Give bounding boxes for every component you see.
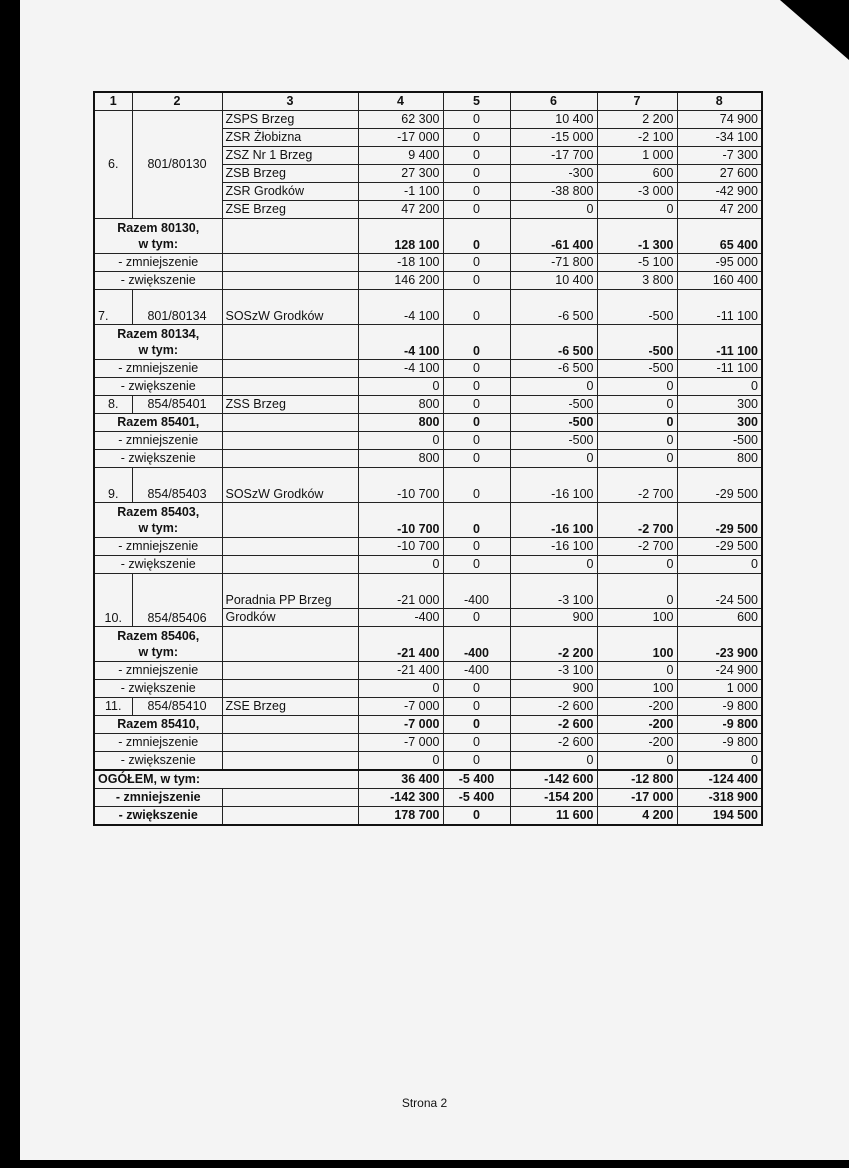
- decrease-row: [94, 538, 762, 556]
- code-cell: 854/85403: [132, 468, 222, 503]
- value-cell: 0: [358, 432, 443, 450]
- value-cell: 0: [677, 378, 762, 396]
- subtotal-row: [94, 503, 762, 538]
- value-cell: -200: [597, 716, 677, 734]
- value-cell: 0: [597, 396, 677, 414]
- value-cell: 0: [443, 396, 510, 414]
- value-cell: -4 100: [358, 325, 443, 360]
- value-cell: -10 700: [358, 503, 443, 538]
- value-cell: 0: [443, 432, 510, 450]
- value-cell: 0: [443, 219, 510, 254]
- value-cell: -17 000: [358, 129, 443, 147]
- value-cell: 0: [443, 254, 510, 272]
- empty-cell: [222, 662, 358, 680]
- lp-cell: 10.: [94, 574, 132, 627]
- subtotal-label: [94, 503, 222, 538]
- value-cell: 800: [358, 396, 443, 414]
- increase-label: - zwiększenie: [94, 680, 222, 698]
- value-cell: 0: [443, 325, 510, 360]
- value-cell: -24 900: [677, 662, 762, 680]
- value-cell: -21 000: [358, 574, 443, 609]
- value-cell: 0: [443, 111, 510, 129]
- value-cell: 0: [597, 378, 677, 396]
- value-cell: -16 100: [510, 468, 597, 503]
- value-cell: 27 600: [677, 165, 762, 183]
- decrease-row: [94, 360, 762, 378]
- value-cell: 9 400: [358, 147, 443, 165]
- subtotal-label-line1: Razem 85406,: [117, 629, 200, 643]
- value-cell: -7 000: [358, 734, 443, 752]
- value-cell: -17 700: [510, 147, 597, 165]
- unit-name: ZSS Brzeg: [222, 396, 358, 414]
- value-cell: 0: [510, 752, 597, 771]
- value-cell: -5 400: [443, 770, 510, 789]
- value-cell: -71 800: [510, 254, 597, 272]
- decrease-label: - zmniejszenie: [94, 734, 222, 752]
- value-cell: -38 800: [510, 183, 597, 201]
- empty-cell: [222, 432, 358, 450]
- value-cell: 0: [443, 609, 510, 627]
- decrease-label: - zmniejszenie: [94, 360, 222, 378]
- value-cell: -2 600: [510, 734, 597, 752]
- value-cell: -61 400: [510, 219, 597, 254]
- value-cell: 36 400: [358, 770, 443, 789]
- header-cell: 6: [510, 92, 597, 111]
- value-cell: 0: [443, 556, 510, 574]
- increase-label: - zwiększenie: [94, 752, 222, 771]
- value-cell: -2 100: [597, 129, 677, 147]
- value-cell: -200: [597, 734, 677, 752]
- value-cell: 900: [510, 609, 597, 627]
- value-cell: 27 300: [358, 165, 443, 183]
- empty-cell: [222, 538, 358, 556]
- unit-name: Grodków: [222, 609, 358, 627]
- value-cell: -2 700: [597, 538, 677, 556]
- empty-cell: [222, 272, 358, 290]
- value-cell: -16 100: [510, 503, 597, 538]
- header-cell: 5: [443, 92, 510, 111]
- value-cell: 0: [443, 468, 510, 503]
- value-cell: 4 200: [597, 807, 677, 826]
- subtotal-label: Razem 85410,: [94, 716, 222, 734]
- lp-cell: 7.: [94, 290, 132, 325]
- value-cell: 74 900: [677, 111, 762, 129]
- value-cell: 0: [597, 201, 677, 219]
- value-cell: 900: [510, 680, 597, 698]
- value-cell: 0: [443, 147, 510, 165]
- subtotal-row: [94, 219, 762, 254]
- subtotal-label-line2: w tym:: [138, 645, 179, 659]
- value-cell: 128 100: [358, 219, 443, 254]
- decrease-label: - zmniejszenie: [94, 254, 222, 272]
- value-cell: -29 500: [677, 468, 762, 503]
- increase-label: - zwiększenie: [94, 272, 222, 290]
- subtotal-label: [94, 627, 222, 662]
- table-row: [94, 574, 762, 609]
- increase-row: [94, 752, 762, 771]
- value-cell: -500: [597, 325, 677, 360]
- value-cell: -9 800: [677, 716, 762, 734]
- value-cell: 0: [358, 680, 443, 698]
- code-cell: 801/80130: [132, 111, 222, 219]
- decrease-label: - zmniejszenie: [94, 662, 222, 680]
- empty-cell: [222, 716, 358, 734]
- value-cell: -7 000: [358, 698, 443, 716]
- subtotal-label-line2: w tym:: [138, 521, 179, 535]
- value-cell: -200: [597, 698, 677, 716]
- value-cell: 0: [443, 183, 510, 201]
- header-cell: 1: [94, 92, 132, 111]
- value-cell: -400: [443, 627, 510, 662]
- table-row: [94, 111, 762, 129]
- value-cell: 100: [597, 627, 677, 662]
- value-cell: 600: [677, 609, 762, 627]
- subtotal-row: [94, 414, 762, 432]
- increase-label: - zwiększenie: [94, 556, 222, 574]
- code-cell: 854/85410: [132, 698, 222, 716]
- empty-cell: [222, 556, 358, 574]
- empty-cell: [222, 752, 358, 771]
- unit-name: Poradnia PP Brzeg: [222, 574, 358, 609]
- value-cell: -124 400: [677, 770, 762, 789]
- value-cell: -500: [597, 290, 677, 325]
- value-cell: 0: [443, 807, 510, 826]
- value-cell: 800: [677, 450, 762, 468]
- value-cell: -2 600: [510, 698, 597, 716]
- value-cell: -2 200: [510, 627, 597, 662]
- value-cell: 0: [597, 414, 677, 432]
- value-cell: -9 800: [677, 734, 762, 752]
- value-cell: 2 200: [597, 111, 677, 129]
- value-cell: 0: [443, 716, 510, 734]
- value-cell: 47 200: [358, 201, 443, 219]
- unit-name: ZSB Brzeg: [222, 165, 358, 183]
- value-cell: -2 700: [597, 468, 677, 503]
- value-cell: 0: [358, 556, 443, 574]
- value-cell: -21 400: [358, 627, 443, 662]
- header-cell: 4: [358, 92, 443, 111]
- value-cell: 100: [597, 680, 677, 698]
- unit-name: ZSE Brzeg: [222, 201, 358, 219]
- subtotal-row: [94, 716, 762, 734]
- value-cell: 0: [597, 752, 677, 771]
- value-cell: -7 000: [358, 716, 443, 734]
- value-cell: -500: [510, 396, 597, 414]
- value-cell: -1 300: [597, 219, 677, 254]
- value-cell: 0: [597, 574, 677, 609]
- value-cell: -7 300: [677, 147, 762, 165]
- value-cell: 100: [597, 609, 677, 627]
- value-cell: -400: [358, 609, 443, 627]
- unit-name: ZSR Żłobizna: [222, 129, 358, 147]
- lp-cell: 9.: [94, 468, 132, 503]
- value-cell: -29 500: [677, 538, 762, 556]
- value-cell: -1 100: [358, 183, 443, 201]
- value-cell: -95 000: [677, 254, 762, 272]
- code-cell: 854/85401: [132, 396, 222, 414]
- empty-cell: [222, 254, 358, 272]
- value-cell: 0: [358, 378, 443, 396]
- empty-cell: [222, 360, 358, 378]
- empty-cell: [222, 325, 358, 360]
- value-cell: -6 500: [510, 360, 597, 378]
- value-cell: -11 100: [677, 290, 762, 325]
- header-cell: 2: [132, 92, 222, 111]
- value-cell: -2 600: [510, 716, 597, 734]
- value-cell: -400: [443, 574, 510, 609]
- value-cell: -17 000: [597, 789, 677, 807]
- empty-cell: [222, 807, 358, 826]
- value-cell: -34 100: [677, 129, 762, 147]
- value-cell: 0: [443, 414, 510, 432]
- subtotal-label-line1: Razem 80130,: [117, 221, 200, 235]
- value-cell: -29 500: [677, 503, 762, 538]
- header-row: [94, 92, 762, 111]
- value-cell: -10 700: [358, 538, 443, 556]
- code-cell: 854/85406: [132, 574, 222, 627]
- value-cell: 0: [358, 752, 443, 771]
- value-cell: -23 900: [677, 627, 762, 662]
- value-cell: -500: [677, 432, 762, 450]
- value-cell: -3 100: [510, 662, 597, 680]
- value-cell: -5 400: [443, 789, 510, 807]
- increase-row: [94, 450, 762, 468]
- value-cell: 47 200: [677, 201, 762, 219]
- table-row: [94, 468, 762, 503]
- decrease-label: - zmniejszenie: [94, 432, 222, 450]
- increase-label: - zwiększenie: [94, 807, 222, 826]
- value-cell: 0: [443, 752, 510, 771]
- value-cell: -400: [443, 662, 510, 680]
- value-cell: 600: [597, 165, 677, 183]
- value-cell: 0: [443, 503, 510, 538]
- table-row: [94, 396, 762, 414]
- value-cell: -4 100: [358, 360, 443, 378]
- subtotal-label-line1: Razem 85403,: [117, 505, 200, 519]
- value-cell: 1 000: [597, 147, 677, 165]
- value-cell: -42 900: [677, 183, 762, 201]
- subtotal-label: Razem 85401,: [94, 414, 222, 432]
- value-cell: -11 100: [677, 325, 762, 360]
- grand-total-decrease-row: [94, 789, 762, 807]
- value-cell: 0: [597, 432, 677, 450]
- value-cell: -16 100: [510, 538, 597, 556]
- value-cell: -24 500: [677, 574, 762, 609]
- value-cell: -500: [597, 360, 677, 378]
- header-cell: 3: [222, 92, 358, 111]
- decrease-row: [94, 432, 762, 450]
- decrease-row: [94, 254, 762, 272]
- unit-name: ZSE Brzeg: [222, 698, 358, 716]
- lp-cell: 6.: [94, 111, 132, 219]
- decrease-label: - zmniejszenie: [94, 538, 222, 556]
- value-cell: -6 500: [510, 290, 597, 325]
- decrease-row: [94, 662, 762, 680]
- value-cell: 146 200: [358, 272, 443, 290]
- value-cell: 194 500: [677, 807, 762, 826]
- value-cell: 160 400: [677, 272, 762, 290]
- value-cell: 0: [597, 450, 677, 468]
- value-cell: 0: [443, 201, 510, 219]
- value-cell: -9 800: [677, 698, 762, 716]
- value-cell: 10 400: [510, 272, 597, 290]
- increase-label: - zwiększenie: [94, 378, 222, 396]
- page-number: Strona 2: [401, 1096, 448, 1110]
- subtotal-label: [94, 219, 222, 254]
- value-cell: 0: [443, 698, 510, 716]
- value-cell: 800: [358, 450, 443, 468]
- value-cell: -11 100: [677, 360, 762, 378]
- value-cell: 0: [443, 165, 510, 183]
- value-cell: 1 000: [677, 680, 762, 698]
- empty-cell: [222, 734, 358, 752]
- value-cell: -3 100: [510, 574, 597, 609]
- value-cell: 0: [443, 290, 510, 325]
- value-cell: 0: [443, 680, 510, 698]
- subtotal-row: [94, 627, 762, 662]
- subtotal-label-line2: w tym:: [138, 237, 179, 251]
- lp-cell: 11.: [94, 698, 132, 716]
- grand-total-increase-row: [94, 807, 762, 826]
- empty-cell: [222, 378, 358, 396]
- empty-cell: [222, 450, 358, 468]
- increase-row: [94, 556, 762, 574]
- value-cell: 0: [443, 450, 510, 468]
- value-cell: 62 300: [358, 111, 443, 129]
- increase-row: [94, 272, 762, 290]
- value-cell: 0: [510, 378, 597, 396]
- subtotal-label-line2: w tym:: [138, 343, 179, 357]
- unit-name: ZSPS Brzeg: [222, 111, 358, 129]
- value-cell: 0: [443, 360, 510, 378]
- lp-cell: 8.: [94, 396, 132, 414]
- value-cell: 0: [677, 556, 762, 574]
- decrease-label: - zmniejszenie: [94, 789, 222, 807]
- empty-cell: [222, 219, 358, 254]
- empty-cell: [222, 789, 358, 807]
- header-cell: 7: [597, 92, 677, 111]
- value-cell: 0: [510, 201, 597, 219]
- value-cell: 0: [597, 662, 677, 680]
- empty-cell: [222, 680, 358, 698]
- table-row: [94, 698, 762, 716]
- value-cell: -21 400: [358, 662, 443, 680]
- value-cell: -12 800: [597, 770, 677, 789]
- value-cell: 11 600: [510, 807, 597, 826]
- increase-row: [94, 680, 762, 698]
- empty-cell: [222, 627, 358, 662]
- value-cell: -10 700: [358, 468, 443, 503]
- value-cell: -18 100: [358, 254, 443, 272]
- value-cell: -142 300: [358, 789, 443, 807]
- value-cell: 300: [677, 396, 762, 414]
- value-cell: 0: [597, 556, 677, 574]
- value-cell: -154 200: [510, 789, 597, 807]
- value-cell: 65 400: [677, 219, 762, 254]
- value-cell: 10 400: [510, 111, 597, 129]
- subtotal-label-line1: Razem 80134,: [117, 327, 200, 341]
- unit-name: SOSzW Grodków: [222, 468, 358, 503]
- code-cell: 801/80134: [132, 290, 222, 325]
- grand-total-label: OGÓŁEM, w tym:: [94, 770, 358, 789]
- subtotal-row: [94, 325, 762, 360]
- value-cell: -500: [510, 414, 597, 432]
- unit-name: ZSZ Nr 1 Brzeg: [222, 147, 358, 165]
- increase-row: [94, 378, 762, 396]
- header-cell: 8: [677, 92, 762, 111]
- value-cell: -15 000: [510, 129, 597, 147]
- value-cell: -6 500: [510, 325, 597, 360]
- value-cell: -318 900: [677, 789, 762, 807]
- value-cell: -3 000: [597, 183, 677, 201]
- budget-table: [93, 91, 763, 826]
- value-cell: 0: [443, 734, 510, 752]
- value-cell: 0: [443, 538, 510, 556]
- value-cell: 0: [677, 752, 762, 771]
- empty-cell: [222, 503, 358, 538]
- increase-label: - zwiększenie: [94, 450, 222, 468]
- grand-total-row: [94, 770, 762, 789]
- table-row: [94, 290, 762, 325]
- value-cell: 0: [443, 378, 510, 396]
- value-cell: 178 700: [358, 807, 443, 826]
- value-cell: -2 700: [597, 503, 677, 538]
- value-cell: 300: [677, 414, 762, 432]
- value-cell: 0: [510, 450, 597, 468]
- value-cell: 3 800: [597, 272, 677, 290]
- value-cell: -500: [510, 432, 597, 450]
- decrease-row: [94, 734, 762, 752]
- empty-cell: [222, 414, 358, 432]
- unit-name: SOSzW Grodków: [222, 290, 358, 325]
- value-cell: -142 600: [510, 770, 597, 789]
- value-cell: -300: [510, 165, 597, 183]
- value-cell: -5 100: [597, 254, 677, 272]
- value-cell: 0: [443, 129, 510, 147]
- value-cell: 800: [358, 414, 443, 432]
- value-cell: -4 100: [358, 290, 443, 325]
- unit-name: ZSR Grodków: [222, 183, 358, 201]
- value-cell: 0: [443, 272, 510, 290]
- value-cell: 0: [510, 556, 597, 574]
- subtotal-label: [94, 325, 222, 360]
